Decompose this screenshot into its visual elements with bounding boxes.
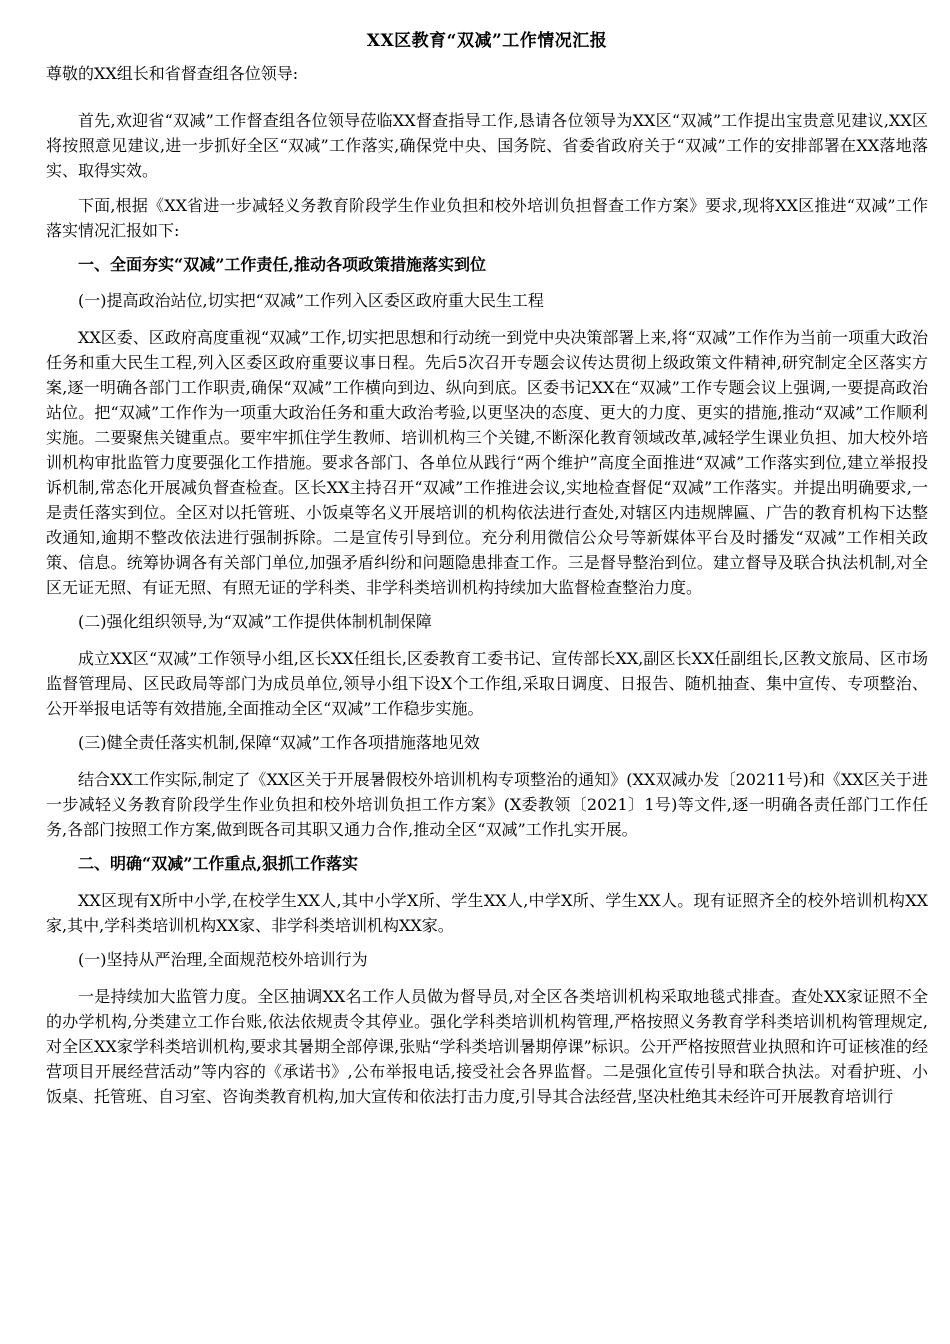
intro-paragraph: 下面,根据《XX省进一步减轻义务教育阶段学生作业负担和校外培训负担督查工作方案》要求,现将XX区推进“双减”工作落实情况汇报如下: xyxy=(46,196,928,240)
body-paragraph: XX区现有X所中小学,在校学生XX人,其中小学X所、学生XX人,中学X所、学生XX人。现有证照齐全的校外培训机构XX家,其中,学科类培训机构XX家、非学科类培训机构XX家。 xyxy=(46,891,928,935)
document-title: XX区教育“双减”工作情况汇报 xyxy=(366,31,608,51)
body-paragraph: 成立XX区“双减”工作领导小组,区长XX任组长,区委教育工委书记、宣传部长XX,副区长XX任副组长,区教文旅局、区市场监督管理局、区民政局等部门为成员单位,领导小组下设X个工作组,采取日调度、日报告、随机抽查、集中宣传、专项整治、公开举报电话等有效措施,全面推动全区“双减”工作稳步实施。 xyxy=(46,649,928,718)
subsection-heading: (二)强化组织领导,为“双减”工作提供体制机制保障 xyxy=(78,612,432,631)
subsection-heading: (三)健全责任落实机制,保障“双减”工作各项措施落地见效 xyxy=(78,733,480,752)
intro-paragraph: 首先,欢迎省“双减”工作督查组各位领导莅临XX督查指导工作,恳请各位领导为XX区“双减”工作提出宝贵意见建议,XX区将按照意见建议,进一步抓好全区“双减”工作落实,确保党中央、国务院、省委省政府关于“双减”工作的安排部署在XX落地落实、取得实效。 xyxy=(46,111,928,180)
body-paragraph: 结合XX工作实际,制定了《XX区关于开展暑假校外培训机构专项整治的通知》(XX双减办发〔20211号)和《XX区关于进一步减轻义务教育阶段学生作业负担和校外培训负担工作方案》(X委教领〔2021〕1号)等文件,逐一明确各责任部门工作任务,各部门按照工作方案,做到既各司其职又通力合作,推动全区“双减”工作扎实开展。 xyxy=(46,770,928,839)
subsection-heading: (一)坚持从严治理,全面规范校外培训行为 xyxy=(78,950,368,969)
document-page xyxy=(46,30,928,1119)
section-heading: 二、明确“双减”工作重点,狠抓工作落实 xyxy=(78,854,358,873)
body-paragraph: XX区委、区政府高度重视“双减”工作,切实把思想和行动统一到党中央决策部署上来,将“双减”工作作为当前一项重大政治任务和重大民生工程,列入区委区政府重要议事日程。先后5次召开专题会议传达贯彻上级政策文件精神,研究制定全区落实方案,逐一明确各部门工作职责,确保“双减”工作横向到边、纵向到底。区委书记XX在“双减”工作专题会议上强调,一要提高政治站位。把“双减”工作作为一项重大政治任务和重大政治考验,以更坚决的态度、更大的力度、更实的措施,推动“双减”工作顺利实施。二要聚焦关键重点。要牢牢抓住学生教师、培训机构三个关键,不断深化教育领域改革,减轻学生课业负担、加大校外培训机构审批监管力度要强化工作措施。要求各部门、各单位从践行“两个维护”高度全面推进“双减”工作落实到位,建立举报投诉机制,常态化开展减负督查检查。区长XX主持召开“双减”工作推进会议,实地检查督促“双减”工作落实。并提出明确要求,一是责任落实到位。全区对以托管班、小饭桌等名义开展培训的机构依法进行查处,对辖区内违规牌匾、广告的教育机构下达整改通知,逾期不整改依法进行强制拆除。二是宣传引导到位。充分利用微信公众号等新媒体平台及时播发“双减”工作相关政策、信息。统筹协调各有关部门单位,加强矛盾纠纷和问题隐患排查工作。三是督导整治到位。建立督导及联合执法机制,对全区无证无照、有证无照、有照无证的学科类、非学科类培训机构持续加大监督检查整治力度。 xyxy=(46,328,928,597)
section-heading: 一、全面夯实“双减”工作责任,推动各项政策措施落实到位 xyxy=(78,255,486,274)
body-paragraph: 一是持续加大监管力度。全区抽调XX名工作人员做为督导员,对全区各类培训机构采取地毯式排查。查处XX家证照不全的办学机构,分类建立工作台账,依法依规责令其停业。强化学科类培训机构管理,严格按照义务教育学科类培训机构管理规定,对全区XX家学科类培训机构,要求其暑期全部停课,张贴“学科类培训暑期停课”标识。公开严格按照营业执照和许可证核准的经营项目开展经营活动”等内容的《承诺书》,公布举报电话,接受社会各界监督。二是强化宣传引导和联合执法。对看护班、小饭桌、托管班、自习室、咨询类教育机构,加大宣传和依法打击力度,引导其合法经营,坚决杜绝其未经许可开展教育培训行 xyxy=(46,987,928,1106)
subsection-heading: (一)提高政治站位,切实把“双减”工作列入区委区政府重大民生工程 xyxy=(78,291,544,310)
salutation: 尊敬的XX组长和省督查组各位领导: xyxy=(46,64,299,83)
